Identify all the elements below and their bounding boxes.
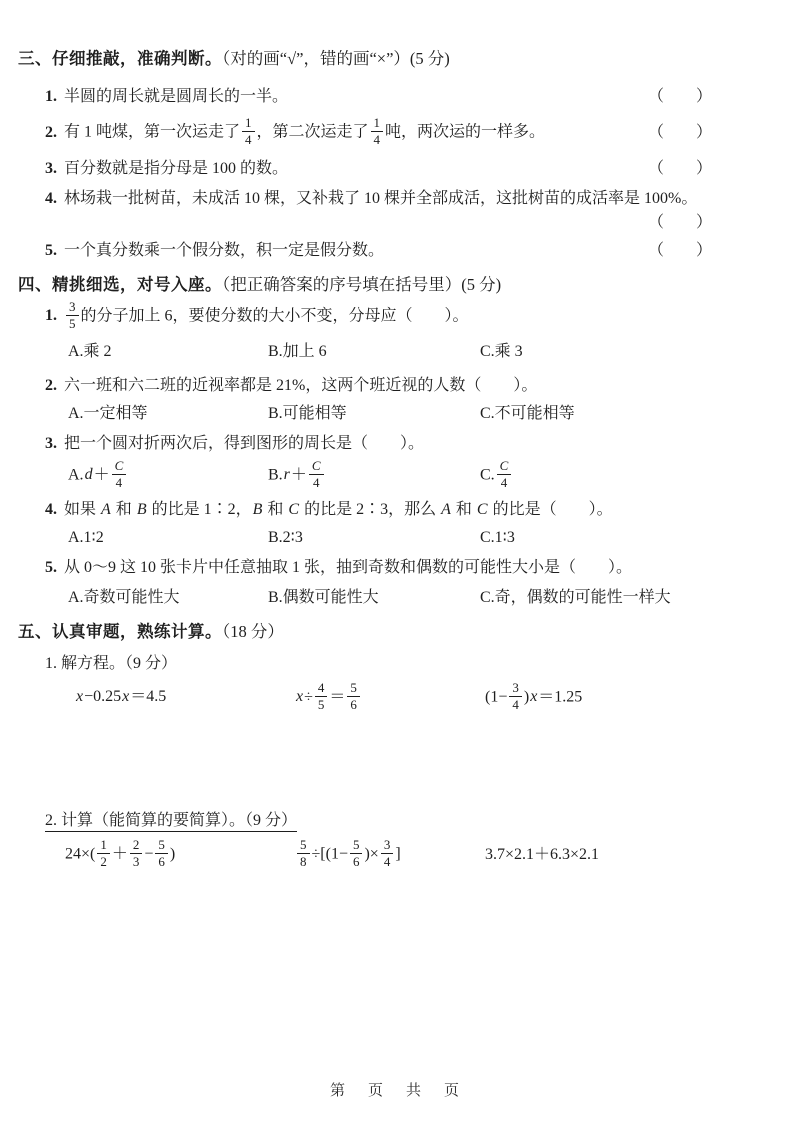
page-footer	[0, 1080, 793, 1102]
expression-2: $\frac{5}{8}$ ÷[(1− $\frac{5}{6}$ )× $\frac{3}{4}$ ]	[295, 838, 485, 872]
judge-question-4	[45, 188, 740, 210]
expressions-row	[65, 838, 763, 872]
answer-bracket: （ ）	[647, 88, 712, 105]
question-number: 2.	[45, 123, 57, 141]
section-judge-heading: 三、仔细推敲，准确判断。	[18, 50, 222, 68]
choice-question-1-options	[68, 341, 753, 363]
section-calc-note: （18 分）	[222, 621, 284, 641]
option-a: A.一定相等	[68, 405, 148, 422]
question-text: 从 0～9 这 10 张卡片中任意抽取 1 张，抽到奇数和偶数的可能性大小是（ ）。	[64, 558, 633, 576]
option-a: A.1∶2	[68, 528, 104, 546]
sub-question-label: 1. 解方程。（9 分）	[45, 654, 178, 672]
equations-row	[75, 681, 763, 715]
question-number: 4.	[45, 500, 57, 518]
equation-3: (1− $\frac{3}{4}$ )x＝1.25	[485, 679, 583, 712]
option-c: C.乘 3	[480, 343, 523, 360]
question-number: 1.	[45, 88, 57, 105]
judge-question-4-bracket-line	[0, 212, 712, 234]
option-b: B.可能相等	[268, 405, 347, 422]
question-number: 1.	[45, 307, 57, 325]
answer-bracket: （ ）	[647, 241, 712, 259]
question-text: 百分数就是指分母是 100 的数。	[64, 159, 289, 177]
page-number-text: 第 页 共 页	[329, 1083, 463, 1099]
question-text: 一个真分数乘一个假分数，积一定是假分数。	[64, 241, 385, 259]
section-choice-note: （把正确答案的序号填在括号里）(5 分)	[222, 274, 502, 294]
option-c: C. $\frac{C}{4}$	[480, 459, 753, 493]
judge-question-2	[45, 116, 712, 150]
question-number: 5.	[45, 558, 57, 576]
question-text: 半圆的周长就是圆周长的一半。	[64, 88, 289, 105]
section-calc-title	[18, 621, 793, 643]
option-b: B.偶数可能性大	[268, 588, 379, 606]
choice-question-5-options	[68, 587, 753, 609]
section-choice-heading: 四、精挑细选，对号入座。	[18, 275, 222, 294]
answer-bracket: （ ）	[647, 213, 712, 231]
option-b: B.加上 6	[268, 343, 327, 360]
sub-question-label: 2. 计算（能简算的要简算）。（9 分）	[45, 812, 297, 832]
answer-bracket: （ ）	[647, 159, 712, 177]
question-text: 把一个圆对折两次后，得到图形的周长是（ ）。	[64, 435, 425, 452]
expression-1: 24×( $\frac{1}{2}$ ＋ $\frac{2}{3}$ − $\frac{5}{6}$ )	[65, 837, 176, 870]
equation-2: x÷ $\frac{4}{5}$ ＝ $\frac{5}{6}$	[295, 681, 485, 715]
section-judge-title	[18, 48, 793, 70]
question-text: 如果 A 和 B 的比是 1∶2，B 和 C 的比是 2∶3，那么 A 和 C 的比是（ ）。	[64, 500, 613, 518]
calculation-label	[45, 810, 793, 832]
judge-question-5	[45, 240, 712, 262]
option-b: B.r＋ $\frac{C}{4}$	[268, 459, 480, 493]
option-b: B.2∶3	[268, 528, 303, 546]
option-c: C.1∶3	[480, 528, 515, 546]
judge-question-3	[45, 158, 712, 180]
expression-3: 3.7×2.1＋6.3×2.1	[485, 845, 600, 863]
question-number: 3.	[45, 159, 57, 177]
option-c: C.奇，偶数的可能性一样大	[480, 588, 671, 606]
answer-bracket: （ ）	[647, 123, 712, 141]
question-number: 5.	[45, 241, 57, 259]
option-a: A.奇数可能性大	[68, 588, 180, 606]
choice-question-4-options	[68, 527, 753, 549]
option-a: A.d＋ $\frac{C}{4}$	[68, 459, 268, 493]
section-choice-title	[18, 274, 793, 296]
question-number: 2.	[45, 377, 57, 394]
choice-question-3	[45, 433, 740, 455]
section-judge-note: （对的画“√”，错的画“×”）(5 分)	[222, 49, 450, 68]
choice-question-2-options	[68, 403, 753, 425]
question-number: 3.	[45, 435, 57, 452]
judge-question-1	[45, 86, 712, 108]
option-a: A.乘 2	[68, 343, 112, 360]
question-text: 有 1 吨煤，第一次运走了 $\frac{1}{4}$ ，第二次运走了 $\frac{1}{4}$ 吨，两次运的一样多。	[64, 115, 546, 148]
option-c: C.不可能相等	[480, 405, 575, 422]
choice-question-5	[45, 557, 740, 579]
question-text: 六一班和六二班的近视率都是 21%，这两个班近视的人数（ ）。	[64, 377, 538, 394]
question-text: $\frac{3}{5}$ 的分子加上 6，要使分数的大小不变，分母应（ ）。	[64, 300, 469, 334]
choice-question-2	[45, 375, 740, 397]
solve-equations-label	[45, 653, 793, 675]
question-text: 林场栽一批树苗，未成活 10 棵，又补栽了 10 棵并全部成活，这批树苗的成活率是 100%。	[64, 189, 698, 207]
question-number: 4.	[45, 189, 57, 207]
equation-1: x−0.25x＝4.5	[76, 688, 167, 706]
section-calc-heading: 五、认真审题，熟练计算。	[18, 622, 222, 641]
choice-question-1	[45, 300, 740, 334]
choice-question-3-options	[68, 459, 753, 493]
choice-question-4	[45, 499, 740, 521]
